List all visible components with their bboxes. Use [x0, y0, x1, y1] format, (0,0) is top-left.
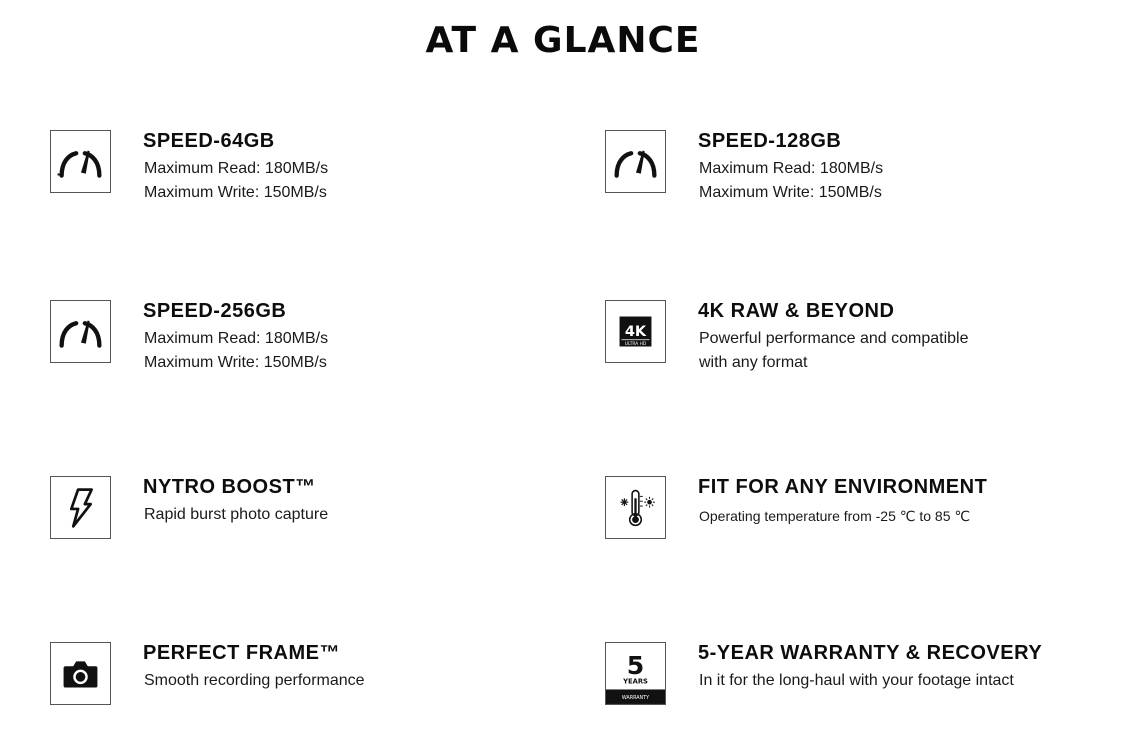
sun-icon: [644, 497, 655, 508]
speedometer-icon: [50, 130, 111, 193]
feature-line: Maximum Write: 150MB/s: [144, 184, 327, 201]
feature-title: 5-YEAR WARRANTY & RECOVERY: [698, 642, 1043, 664]
speedometer-icon: [605, 130, 666, 193]
warranty-5-years-icon: [605, 642, 666, 705]
feature-title: FIT FOR ANY ENVIRONMENT: [698, 476, 988, 498]
feature-speed-256gb: [50, 300, 530, 400]
feature-line: Smooth recording performance: [144, 672, 365, 689]
camera-icon: [50, 642, 111, 705]
feature-nytro-boost: [50, 476, 530, 576]
4k-icon-subtext: ULTRA HD: [624, 342, 647, 348]
feature-line: Maximum Write: 150MB/s: [144, 354, 327, 371]
thermometer-icon: [605, 476, 666, 539]
lightning-bolt-icon: [50, 476, 111, 539]
feature-line: Maximum Read: 180MB/s: [699, 160, 884, 177]
feature-line: Rapid burst photo capture: [144, 506, 329, 523]
feature-line: Maximum Write: 150MB/s: [699, 184, 882, 201]
feature-line: with any format: [699, 354, 808, 371]
feature-title: NYTRO BOOST™: [143, 476, 316, 498]
4k-icon-text: 4K: [624, 323, 647, 340]
feature-line: Powerful performance and compatible: [699, 330, 969, 347]
feature-5-year-warranty: [605, 642, 1085, 742]
snowflake-icon: [621, 498, 629, 506]
feature-4k-raw: [605, 300, 1085, 400]
feature-title: SPEED-256GB: [143, 300, 287, 322]
feature-line: Maximum Read: 180MB/s: [144, 160, 329, 177]
feature-title: SPEED-128GB: [698, 130, 842, 152]
feature-speed-64gb: [50, 130, 530, 230]
feature-title: 4K RAW & BEYOND: [698, 300, 895, 322]
warranty-icon-number: 5: [626, 650, 645, 680]
feature-perfect-frame: [50, 642, 530, 742]
feature-title: SPEED-64GB: [143, 130, 275, 152]
4k-ultra-hd-icon: [605, 300, 666, 363]
feature-speed-128gb: [605, 130, 1085, 230]
feature-fit-for-any-environment: [605, 476, 1085, 576]
feature-line: Operating temperature from -25 ℃ to 85 ℃: [699, 508, 971, 524]
warranty-icon-band: WARRANTY: [621, 696, 650, 702]
feature-line: In it for the long-haul with your footage intact: [699, 672, 1014, 689]
page-title: AT A GLANCE: [425, 20, 701, 61]
speedometer-icon: [50, 300, 111, 363]
feature-line: Maximum Read: 180MB/s: [144, 330, 329, 347]
feature-title: PERFECT FRAME™: [143, 642, 340, 664]
warranty-icon-years: YEARS: [623, 677, 648, 686]
